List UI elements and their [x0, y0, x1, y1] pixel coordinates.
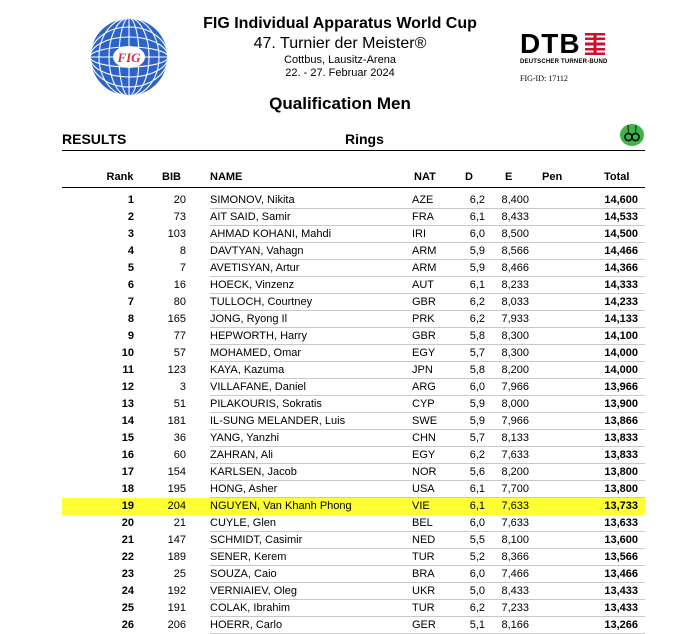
- col-d: D: [465, 171, 473, 183]
- d-score-cell: 6,2: [469, 313, 485, 325]
- col-name: NAME: [210, 171, 243, 183]
- bib-cell: 103: [167, 228, 186, 240]
- bib-cell: 20: [173, 194, 186, 206]
- nat-cell: NOR: [412, 466, 437, 478]
- table-row: [62, 328, 645, 345]
- d-score-cell: 5,9: [469, 262, 485, 274]
- d-score-cell: 6,2: [469, 602, 485, 614]
- d-score-cell: 5,7: [469, 347, 485, 359]
- e-score-cell: 7,466: [501, 568, 529, 580]
- turner-cross-icon: [584, 32, 606, 56]
- table-row: [62, 243, 645, 260]
- rank-cell: 3: [127, 228, 134, 240]
- total-cell: 13,266: [604, 619, 638, 631]
- table-row: [62, 600, 645, 617]
- bib-cell: 8: [179, 245, 186, 257]
- name-cell: NGUYEN, Van Khanh Phong: [210, 500, 352, 512]
- e-score-cell: 8,433: [501, 211, 529, 223]
- table-row: [62, 549, 645, 566]
- name-cell: AHMAD KOHANI, Mahdi: [210, 228, 332, 240]
- d-score-cell: 6,0: [469, 568, 485, 580]
- table-row: [62, 532, 645, 549]
- e-score-cell: 8,100: [501, 534, 529, 546]
- table-row: [62, 311, 645, 328]
- table-row: [62, 396, 645, 413]
- e-score-cell: 8,200: [501, 466, 529, 478]
- d-score-cell: 5,6: [469, 466, 485, 478]
- rank-cell: 5: [127, 262, 134, 274]
- rank-cell: 17: [121, 466, 134, 478]
- nat-cell: GBR: [412, 330, 436, 342]
- name-cell: VILLAFANE, Daniel: [210, 381, 306, 393]
- total-cell: 13,900: [604, 398, 638, 410]
- bib-cell: 7: [179, 262, 186, 274]
- total-cell: 13,833: [604, 449, 638, 461]
- col-bib: BIB: [162, 171, 181, 183]
- nat-cell: NED: [412, 534, 436, 546]
- table-row: [62, 277, 645, 294]
- e-score-cell: 8,233: [501, 279, 529, 291]
- d-score-cell: 5,9: [469, 245, 485, 257]
- column-rule: [62, 187, 645, 188]
- total-cell: 13,566: [604, 551, 638, 563]
- d-score-cell: 6,1: [469, 279, 485, 291]
- dtb-name: DEUTSCHER TURNER-BUND: [520, 59, 608, 65]
- total-cell: 13,433: [604, 602, 638, 614]
- name-cell: YANG, Yanzhi: [210, 432, 280, 444]
- total-cell: 14,233: [604, 296, 638, 308]
- e-score-cell: 8,300: [501, 347, 529, 359]
- e-score-cell: 7,633: [501, 449, 529, 461]
- e-score-cell: 8,033: [501, 296, 529, 308]
- nat-cell: UKR: [412, 585, 436, 597]
- apparatus-name: Rings: [345, 131, 384, 147]
- bib-cell: 192: [167, 585, 186, 597]
- name-cell: SOUZA, Caio: [210, 568, 277, 580]
- total-cell: 14,100: [604, 330, 638, 342]
- bib-cell: 57: [173, 347, 186, 359]
- bib-cell: 154: [167, 466, 186, 478]
- table-row: [62, 192, 645, 209]
- header-rule: [62, 150, 645, 151]
- total-cell: 13,733: [604, 500, 638, 512]
- table-row: [62, 260, 645, 277]
- name-cell: HOERR, Carlo: [210, 619, 283, 631]
- table-row: [62, 498, 645, 515]
- bib-cell: 195: [167, 483, 186, 495]
- table-row: [62, 617, 645, 634]
- d-score-cell: 6,0: [469, 381, 485, 393]
- bib-cell: 77: [173, 330, 186, 342]
- nat-cell: AZE: [412, 194, 434, 206]
- e-score-cell: 8,366: [501, 551, 529, 563]
- name-cell: IL-SUNG MELANDER, Luis: [210, 415, 346, 427]
- d-score-cell: 5,2: [469, 551, 485, 563]
- nat-cell: ARM: [412, 245, 437, 257]
- bib-cell: 204: [167, 500, 186, 512]
- d-score-cell: 6,1: [469, 500, 485, 512]
- rank-cell: 25: [121, 602, 134, 614]
- section-title: Qualification Men: [269, 94, 411, 113]
- e-score-cell: 8,433: [501, 585, 529, 597]
- nat-cell: ARG: [412, 381, 436, 393]
- table-row: [62, 226, 645, 243]
- rank-cell: 22: [121, 551, 134, 563]
- d-score-cell: 5,9: [469, 398, 485, 410]
- e-score-cell: 7,966: [501, 381, 529, 393]
- nat-cell: GER: [412, 619, 436, 631]
- bib-cell: 80: [173, 296, 186, 308]
- d-score-cell: 6,2: [469, 194, 485, 206]
- nat-cell: AUT: [412, 279, 434, 291]
- fig-globe-logo: [88, 16, 170, 98]
- name-cell: AVETISYAN, Artur: [210, 262, 300, 274]
- col-total: Total: [604, 171, 630, 183]
- e-score-cell: 8,400: [501, 194, 529, 206]
- total-cell: 14,500: [604, 228, 638, 240]
- e-score-cell: 8,500: [501, 228, 529, 240]
- rank-cell: 21: [121, 534, 134, 546]
- total-cell: 14,133: [604, 313, 638, 325]
- total-cell: 13,833: [604, 432, 638, 444]
- bib-cell: 206: [167, 619, 186, 631]
- d-score-cell: 5,8: [469, 364, 485, 376]
- event-title: FIG Individual Apparatus World Cup: [203, 15, 477, 32]
- name-cell: HEPWORTH, Harry: [210, 330, 307, 342]
- col-e: E: [505, 171, 513, 183]
- total-cell: 14,600: [604, 194, 638, 206]
- event-dates: 22. - 27. Februar 2024: [285, 67, 395, 79]
- nat-cell: SWE: [412, 415, 438, 427]
- nat-cell: FRA: [412, 211, 434, 223]
- rank-cell: 20: [121, 517, 134, 529]
- name-cell: KARLSEN, Jacob: [210, 466, 297, 478]
- total-cell: 13,866: [604, 415, 638, 427]
- table-row: [62, 464, 645, 481]
- e-score-cell: 8,000: [501, 398, 529, 410]
- d-score-cell: 6,0: [469, 228, 485, 240]
- nat-cell: BRA: [412, 568, 435, 580]
- table-row: [62, 481, 645, 498]
- rank-cell: 1: [127, 194, 134, 206]
- e-score-cell: 8,166: [501, 619, 529, 631]
- name-cell: HONG, Asher: [210, 483, 278, 495]
- event-header: [180, 14, 500, 80]
- bib-cell: 189: [167, 551, 186, 563]
- dtb-letters: DTB: [520, 28, 581, 59]
- rank-cell: 9: [127, 330, 134, 342]
- name-cell: COLAK, Ibrahim: [210, 602, 291, 614]
- table-row: [62, 583, 645, 600]
- bib-cell: 21: [173, 517, 186, 529]
- fig-logo-text: FIG: [117, 50, 141, 65]
- rank-cell: 8: [127, 313, 134, 325]
- nat-cell: EGY: [412, 449, 436, 461]
- event-venue: Cottbus, Lausitz-Arena: [284, 54, 396, 66]
- rank-cell: 16: [121, 449, 134, 461]
- bib-cell: 60: [173, 449, 186, 461]
- total-cell: 13,966: [604, 381, 638, 393]
- name-cell: SCHMIDT, Casimir: [210, 534, 303, 546]
- d-score-cell: 5,1: [469, 619, 485, 631]
- d-score-cell: 5,8: [469, 330, 485, 342]
- total-cell: 14,333: [604, 279, 638, 291]
- d-score-cell: 5,7: [469, 432, 485, 444]
- table-row: [62, 515, 645, 532]
- total-cell: 13,433: [604, 585, 638, 597]
- bib-cell: 25: [173, 568, 186, 580]
- total-cell: 14,533: [604, 211, 638, 223]
- total-cell: 13,800: [604, 466, 638, 478]
- d-score-cell: 6,2: [469, 449, 485, 461]
- nat-cell: JPN: [412, 364, 433, 376]
- rings-icon: [619, 123, 645, 147]
- bib-cell: 3: [179, 381, 186, 393]
- bib-cell: 123: [167, 364, 186, 376]
- total-cell: 14,000: [604, 347, 638, 359]
- nat-cell: USA: [412, 483, 435, 495]
- rank-cell: 4: [127, 245, 134, 257]
- nat-cell: CYP: [412, 398, 435, 410]
- name-cell: MOHAMED, Omar: [210, 347, 302, 359]
- total-cell: 13,633: [604, 517, 638, 529]
- d-score-cell: 5,0: [469, 585, 485, 597]
- bib-cell: 181: [167, 415, 186, 427]
- rank-cell: 19: [121, 500, 134, 512]
- name-cell: DAVTYAN, Vahagn: [210, 245, 304, 257]
- results-label: RESULTS: [62, 131, 127, 147]
- name-cell: KAYA, Kazuma: [210, 364, 285, 376]
- total-cell: 14,366: [604, 262, 638, 274]
- name-cell: PILAKOURIS, Sokratis: [210, 398, 322, 410]
- e-score-cell: 8,133: [501, 432, 529, 444]
- rank-cell: 11: [122, 364, 134, 376]
- bib-cell: 51: [173, 398, 186, 410]
- d-score-cell: 6,2: [469, 296, 485, 308]
- bib-cell: 165: [167, 313, 186, 325]
- rank-cell: 14: [121, 415, 134, 427]
- bib-cell: 36: [173, 432, 186, 444]
- rank-cell: 2: [127, 211, 134, 223]
- col-nat: NAT: [414, 171, 436, 183]
- nat-cell: CHN: [412, 432, 436, 444]
- table-row: [62, 430, 645, 447]
- table-row: [62, 413, 645, 430]
- bib-cell: 147: [167, 534, 186, 546]
- e-score-cell: 7,966: [501, 415, 529, 427]
- bib-cell: 16: [173, 279, 186, 291]
- rank-cell: 7: [127, 296, 134, 308]
- d-score-cell: 5,9: [469, 415, 485, 427]
- e-score-cell: 7,633: [501, 500, 529, 512]
- table-row: [62, 294, 645, 311]
- table-row: [62, 345, 645, 362]
- rank-cell: 18: [121, 483, 134, 495]
- nat-cell: IRI: [412, 228, 427, 240]
- name-cell: SENER, Kerem: [210, 551, 287, 563]
- rank-cell: 13: [121, 398, 134, 410]
- e-score-cell: 8,200: [501, 364, 529, 376]
- table-row: [62, 379, 645, 396]
- nat-cell: BEL: [412, 517, 433, 529]
- name-cell: JONG, Ryong Il: [210, 313, 288, 325]
- bib-cell: 73: [173, 211, 186, 223]
- table-row: [62, 566, 645, 583]
- total-cell: 13,800: [604, 483, 638, 495]
- name-cell: HOECK, Vinzenz: [210, 279, 295, 291]
- name-cell: SIMONOV, Nikita: [210, 194, 295, 206]
- rank-cell: 24: [121, 585, 134, 597]
- event-subtitle: 47. Turnier der Meister®: [253, 35, 427, 52]
- nat-cell: TUR: [412, 602, 435, 614]
- total-cell: 14,000: [604, 364, 638, 376]
- e-score-cell: 8,566: [501, 245, 529, 257]
- nat-cell: TUR: [412, 551, 435, 563]
- name-cell: TULLOCH, Courtney: [210, 296, 313, 308]
- bib-cell: 191: [167, 602, 186, 614]
- nat-cell: ARM: [412, 262, 437, 274]
- nat-cell: PRK: [412, 313, 435, 325]
- name-cell: AIT SAID, Samir: [210, 211, 291, 223]
- col-rank: Rank: [106, 171, 134, 183]
- rank-cell: 26: [121, 619, 134, 631]
- name-cell: VERNIAIEV, Oleg: [210, 585, 298, 597]
- total-cell: 13,466: [604, 568, 638, 580]
- d-score-cell: 6,0: [469, 517, 485, 529]
- e-score-cell: 7,633: [501, 517, 529, 529]
- d-score-cell: 6,1: [469, 211, 485, 223]
- e-score-cell: 8,300: [501, 330, 529, 342]
- table-row: [62, 447, 645, 464]
- e-score-cell: 8,466: [501, 262, 529, 274]
- total-cell: 13,600: [604, 534, 638, 546]
- col-pen: Pen: [542, 171, 563, 183]
- d-score-cell: 5,5: [469, 534, 485, 546]
- nat-cell: GBR: [412, 296, 436, 308]
- name-cell: CUYLE, Glen: [210, 517, 277, 529]
- d-score-cell: 6,1: [469, 483, 485, 495]
- name-cell: ZAHRAN, Ali: [210, 449, 273, 461]
- dtb-logo: [520, 30, 610, 83]
- fig-id: FIG-ID: 17112: [520, 74, 568, 83]
- rank-cell: 10: [121, 347, 134, 359]
- table-row: [62, 209, 645, 226]
- rank-cell: 12: [121, 381, 134, 393]
- e-score-cell: 7,233: [501, 602, 529, 614]
- nat-cell: EGY: [412, 347, 436, 359]
- nat-cell: VIE: [412, 500, 430, 512]
- rank-cell: 6: [127, 279, 134, 291]
- e-score-cell: 7,933: [501, 313, 529, 325]
- e-score-cell: 7,700: [501, 483, 529, 495]
- rank-cell: 23: [121, 568, 134, 580]
- total-cell: 14,466: [604, 245, 638, 257]
- rank-cell: 15: [121, 432, 134, 444]
- table-row: [62, 362, 645, 379]
